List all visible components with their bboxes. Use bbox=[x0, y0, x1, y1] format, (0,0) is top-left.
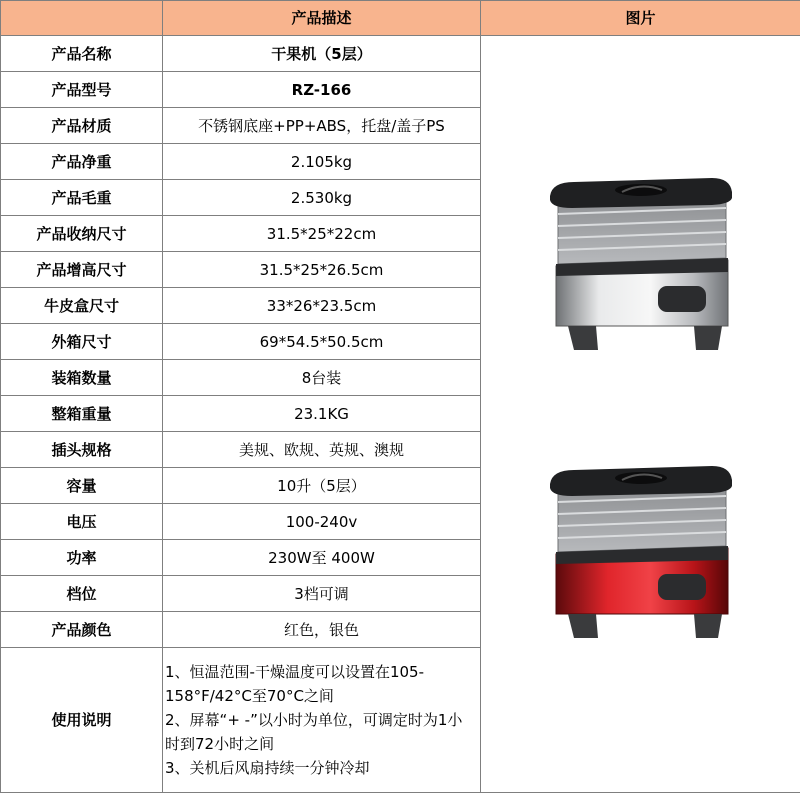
row-value: 8台装 bbox=[163, 360, 481, 396]
row-label: 产品毛重 bbox=[1, 180, 163, 216]
row-value: 230W至 400W bbox=[163, 540, 481, 576]
usage-notes bbox=[163, 648, 481, 793]
row-label: 装箱数量 bbox=[1, 360, 163, 396]
red-dehydrator-image bbox=[546, 466, 736, 638]
row-label: 整箱重量 bbox=[1, 396, 163, 432]
row-label: 产品净重 bbox=[1, 144, 163, 180]
usage-line: 1、恒温范围-干燥温度可以设置在105- bbox=[165, 663, 425, 681]
row-value: 干果机（5层） bbox=[163, 36, 481, 72]
row-value: 10升（5层） bbox=[163, 468, 481, 504]
row-label: 外箱尺寸 bbox=[1, 324, 163, 360]
row-label: 产品名称 bbox=[1, 36, 163, 72]
row-label: 功率 bbox=[1, 540, 163, 576]
row-label: 产品材质 bbox=[1, 108, 163, 144]
red-body bbox=[550, 466, 732, 638]
row-value: RZ-166 bbox=[163, 72, 481, 108]
row-label: 电压 bbox=[1, 504, 163, 540]
usage-label: 使用说明 bbox=[1, 648, 163, 793]
row-label: 产品颜色 bbox=[1, 612, 163, 648]
row-value: 红色，银色 bbox=[163, 612, 481, 648]
row-value: 100-240v bbox=[163, 504, 481, 540]
row-value: 31.5*25*22cm bbox=[163, 216, 481, 252]
image-cell bbox=[481, 36, 800, 793]
row-label: 插头规格 bbox=[1, 432, 163, 468]
row-value: 美规、欧规、英规、澳规 bbox=[163, 432, 481, 468]
header-image: 图片 bbox=[481, 1, 800, 36]
row-value: 2.105kg bbox=[163, 144, 481, 180]
usage-line: 时到72小时之间 bbox=[165, 735, 275, 753]
table-row bbox=[1, 36, 800, 72]
usage-line: 2、屏幕“+ -”以小时为单位，可调定时为1小 bbox=[165, 711, 463, 729]
row-value: 不锈钢底座+PP+ABS，托盘/盖子PS bbox=[163, 108, 481, 144]
usage-line: 158°F/42°C至70°C之间 bbox=[165, 687, 334, 705]
row-value: 31.5*25*26.5cm bbox=[163, 252, 481, 288]
row-label: 产品增高尺寸 bbox=[1, 252, 163, 288]
header-blank bbox=[1, 1, 163, 36]
row-value: 69*54.5*50.5cm bbox=[163, 324, 481, 360]
row-label: 牛皮盒尺寸 bbox=[1, 288, 163, 324]
row-label: 档位 bbox=[1, 576, 163, 612]
row-value: 2.530kg bbox=[163, 180, 481, 216]
row-label: 产品收纳尺寸 bbox=[1, 216, 163, 252]
row-label: 产品型号 bbox=[1, 72, 163, 108]
row-value: 33*26*23.5cm bbox=[163, 288, 481, 324]
row-value: 3档可调 bbox=[163, 576, 481, 612]
usage-line: 3、关机后风扇持续一分钟冷却 bbox=[165, 759, 370, 777]
silver-body bbox=[550, 178, 732, 350]
silver-dehydrator-image bbox=[546, 178, 736, 350]
header-description: 产品描述 bbox=[163, 1, 481, 36]
row-label: 容量 bbox=[1, 468, 163, 504]
header-row bbox=[1, 1, 800, 36]
row-value: 23.1KG bbox=[163, 396, 481, 432]
